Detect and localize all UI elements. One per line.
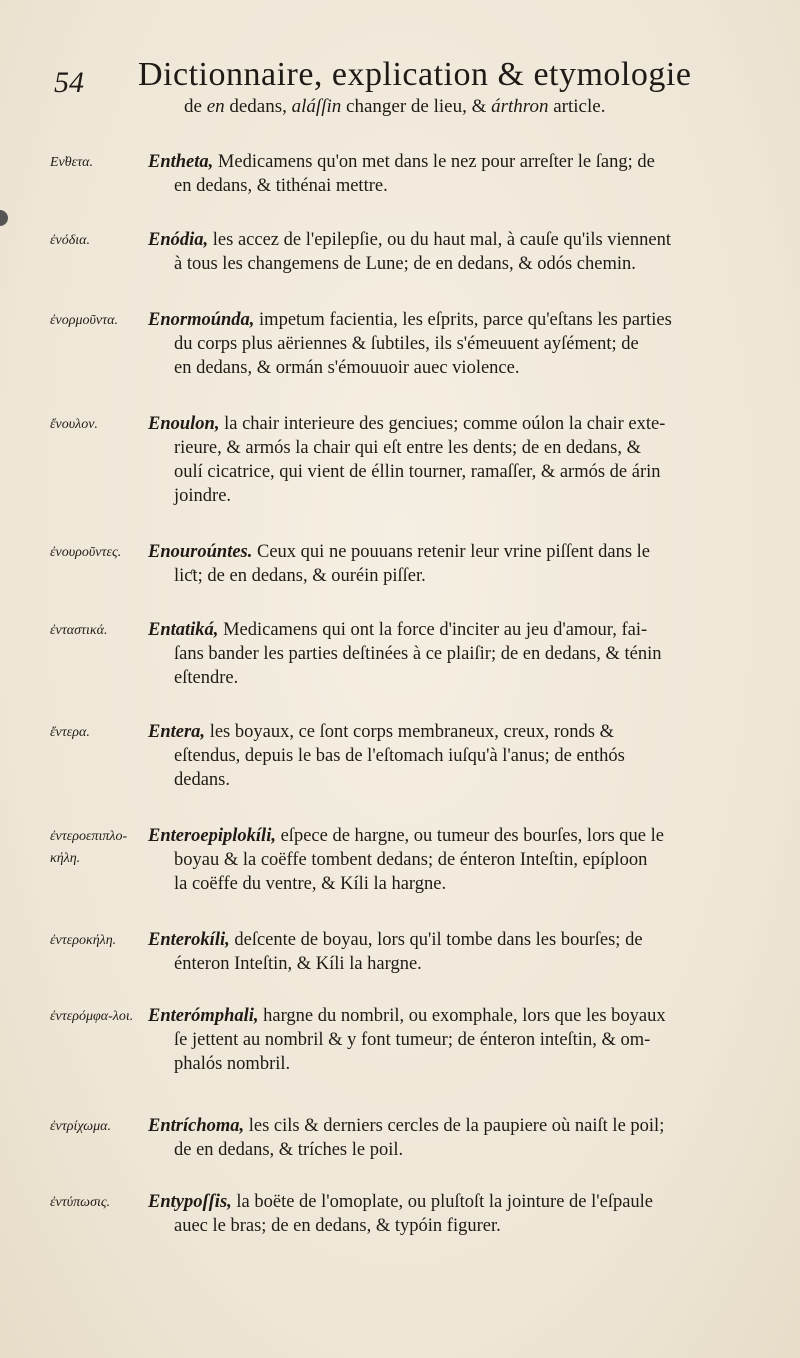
entry-line: boyau & la coëffe tombent dedans; de énteron Inteſtin, epíploon <box>174 850 648 870</box>
entry-line: oulí cicatrice, qui vient de éllin tourner, ramaſſer, & armós de árin <box>174 462 661 482</box>
term: en <box>206 96 225 117</box>
headword: Entera, <box>148 722 206 742</box>
entry-line: Enterómphali, hargne du nombril, ou exomphale, lors que les boyaux <box>148 1006 666 1026</box>
running-title: Dictionnaire, explication & etymologie <box>138 56 692 93</box>
text-run: dedans, <box>224 96 292 117</box>
entry-line: Entríchoma, les cils & derniers cercles de la paupiere où naiſt le poil; <box>148 1116 665 1136</box>
entry-line: Enterokíli, deſcente de boyau, lors qu'il tombe dans les bourſes; de <box>148 930 643 950</box>
entry-line: dedans. <box>174 770 230 790</box>
entry-line: Enormoúnda, impetum facientia, les eſprits, parce qu'eſtans les parties <box>148 310 672 330</box>
headword: Entheta, <box>148 152 214 172</box>
entry-text <box>148 824 748 896</box>
headword: Entypoſſis, <box>148 1192 232 1212</box>
term: aláſſin <box>291 96 342 117</box>
term: árthron <box>491 96 549 117</box>
text-run: changer de lieu, & <box>341 96 492 117</box>
continuation-line <box>184 96 744 118</box>
entry-line: eſtendre. <box>174 668 239 688</box>
headword: Entríchoma, <box>148 1116 245 1136</box>
entry-text <box>148 1190 748 1238</box>
entry-text <box>148 150 748 198</box>
page-number: 54 <box>54 66 84 99</box>
entry-line: liƈt; de en dedans, & ouréin piſſer. <box>174 566 426 586</box>
entry-line: Entera, les boyaux, ce ſont corps membraneux, creux, ronds & <box>148 722 615 742</box>
text-run: article. <box>548 96 606 117</box>
headword: Enódia, <box>148 230 209 250</box>
greek-term: ἐντεροεπιπλο-κήλη. <box>50 829 128 866</box>
entry-line: de en dedans, & tríches le poil. <box>174 1140 404 1160</box>
text-run: de <box>184 96 207 117</box>
entry-line: rieure, & armós la chair qui eſt entre les dents; de en dedans, & <box>174 438 641 458</box>
greek-term: ἐντύπωσις. <box>50 1195 111 1210</box>
headword: Enoulon, <box>148 414 220 434</box>
entry-text <box>148 928 748 976</box>
headword: Enouroúntes. <box>148 542 253 562</box>
greek-term: ἐνορμοῦντα. <box>50 313 118 328</box>
entry-line: à tous les changemens de Lune; de en dedans, & odós chemin. <box>174 254 636 274</box>
headword: Enormoúnda, <box>148 310 255 330</box>
headword: Enterómphali, <box>148 1006 259 1026</box>
entry-text <box>148 540 748 588</box>
entry-text <box>148 412 748 508</box>
greek-term: ἐνταστικά. <box>50 623 108 638</box>
entry-line: ſe jettent au nombril & y font tumeur; de énteron inteſtin, & om- <box>174 1030 651 1050</box>
entry-line: joindre. <box>174 486 232 506</box>
entry-text <box>148 228 748 276</box>
greek-term: ἔνουλον. <box>50 417 98 432</box>
entry-line: Enoulon, la chair interieure des genciues; comme oúlon la chair exte- <box>148 414 666 434</box>
binding-mark <box>0 210 8 226</box>
entry-line: ſans bander les parties deſtinées à ce plaiſir; de en dedans, & ténin <box>174 644 662 664</box>
greek-term: Εν̓θετα. <box>50 155 94 170</box>
entry-line: du corps plus aëriennes & ſubtiles, ils s'émeuuent ayſément; de <box>174 334 639 354</box>
greek-term: ἐνόδια. <box>50 233 90 248</box>
entry-text <box>148 1114 748 1162</box>
headword: Entatiká, <box>148 620 219 640</box>
entry-line: auec le bras; de en dedans, & typóin figurer. <box>174 1216 501 1236</box>
entry-line: phalós nombril. <box>174 1054 291 1074</box>
entry-text <box>148 1004 748 1076</box>
entry-line: la coëffe du ventre, & Kíli la hargne. <box>174 874 447 894</box>
entry-text <box>148 308 748 380</box>
greek-term: ἔντερα. <box>50 725 90 740</box>
entry-text <box>148 618 748 690</box>
entry-text <box>148 720 748 792</box>
headword: Enterokíli, <box>148 930 230 950</box>
headword: Enteroepiplokíli, <box>148 826 276 846</box>
entry-line: Entypoſſis, la boëte de l'omoplate, ou pluſtoſt la jointure de l'eſpaule <box>148 1192 654 1212</box>
greek-term: ἐντρίχωμα. <box>50 1119 111 1134</box>
entry-line: Entheta, Medicamens qu'on met dans le nez pour arreſter le ſang; de <box>148 152 655 172</box>
greek-term: ἐντεροκήλη. <box>50 933 117 948</box>
entry-line: Enouroúntes. Ceux qui ne pouuans retenir leur vrine piſſent dans le <box>148 542 651 562</box>
greek-term: ἐντερόμφα-λοι. <box>50 1009 134 1024</box>
entry-line: en dedans, & tithénai mettre. <box>174 176 388 196</box>
entry-line: Enteroepiplokíli, eſpece de hargne, ou tumeur des bourſes, lors que le <box>148 826 664 846</box>
entry-line: Entatiká, Medicamens qui ont la force d'inciter au jeu d'amour, fai- <box>148 620 648 640</box>
entry-line: énteron Inteſtin, & Kíli la hargne. <box>174 954 422 974</box>
entry-line: eſtendus, depuis le bas de l'eſtomach iuſqu'à l'anus; de enthós <box>174 746 625 766</box>
greek-term: ἐνουροῦντες. <box>50 545 122 560</box>
entry-line: Enódia, les accez de l'epilepſie, ou du haut mal, à cauſe qu'ils viennent <box>148 230 671 250</box>
entry-line: en dedans, & ormán s'émouuoir auec violence. <box>174 358 520 378</box>
